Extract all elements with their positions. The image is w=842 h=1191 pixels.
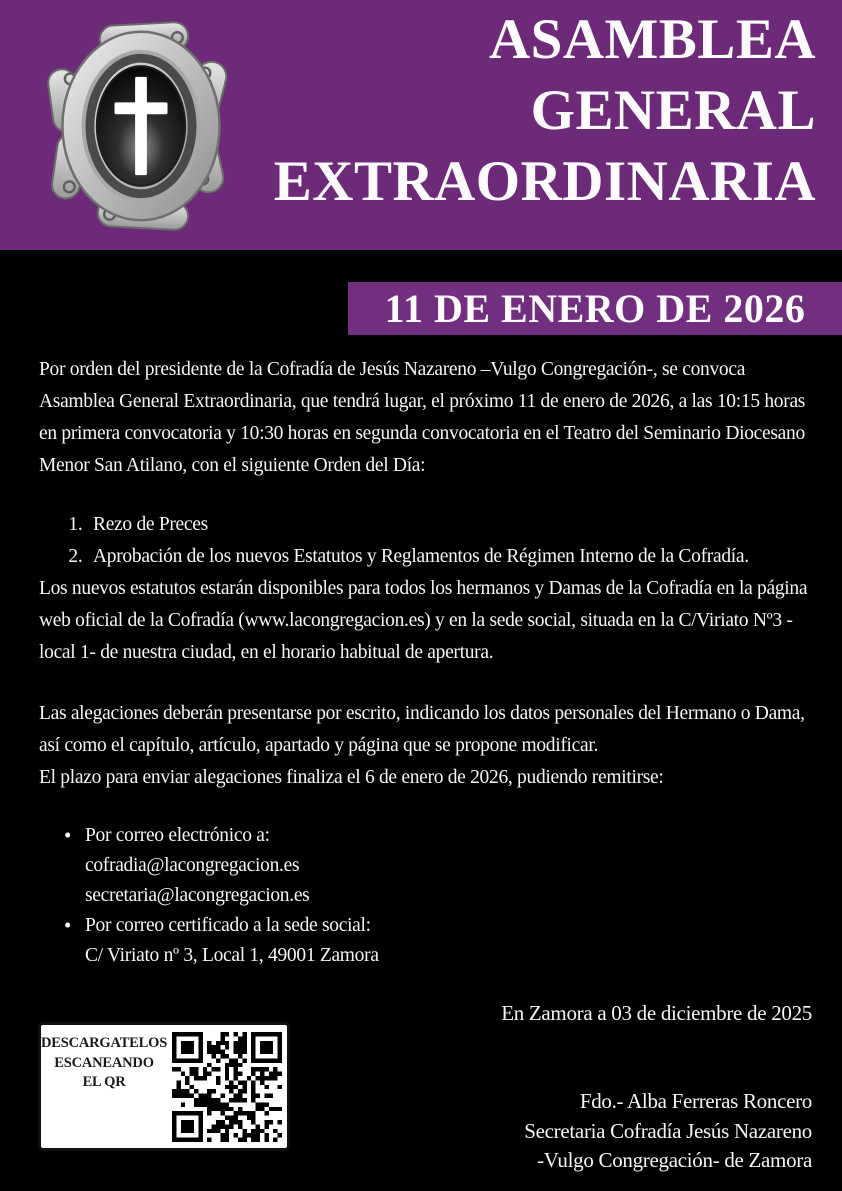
method-postal-address: C/ Viriato nº 3, Local 1, 49001 Zamora: [85, 945, 379, 966]
agenda-list: [39, 509, 817, 573]
qr-caption-line-1: DESCARGATELOS: [41, 1035, 168, 1051]
qr-caption-line-2: ESCANEANDO: [54, 1054, 154, 1071]
submission-methods-list: [39, 821, 817, 971]
qr-code-icon: [172, 1032, 282, 1142]
qr-panel: [38, 1022, 290, 1151]
agenda-item-2: 2. Aprobación de los nuevos Estatutos y Reglamentos de Régimen Interno de la Cofradía.: [87, 541, 817, 573]
method-item-postal: [64, 911, 817, 971]
signature-name: Fdo.- Alba Ferreras Roncero: [579, 1089, 812, 1113]
bullet-icon: •: [64, 913, 72, 937]
qr-caption: [41, 1025, 167, 1148]
header-band: [0, 0, 842, 250]
method-email-address-2: secretaria@lacongregacion.es: [85, 885, 310, 906]
allegations-paragraph: [39, 698, 817, 794]
place-date-line: En Zamora a 03 de diciembre de 2025: [501, 1001, 812, 1025]
date-banner-label: 11 DE ENERO DE 2026: [384, 286, 806, 331]
poster-title-line-1: ASAMBLEA: [488, 8, 816, 71]
allegations-line-1: Las alegaciones deberán presentarse por escrito, indicando los datos personales del Hermano o Dama, así como el capítulo, artículo, apartado y página que se propone modificar.: [39, 703, 805, 756]
availability-paragraph: Los nuevos estatutos estarán disponibles para todos los hermanos y Damas de la Cofradía en la página web oficial de la Cofradía (www.lacongregacion.es) y en la sede social, situada en la C/Viriato Nº3 - local 1- de nuestra ciudad, en el horario habitual de apertura.: [39, 578, 808, 663]
qr-caption-line-3: EL QR: [82, 1074, 126, 1090]
signature-block: [524, 1087, 812, 1176]
method-email-label: Por correo electrónico a:: [85, 825, 270, 846]
poster-title: [274, 4, 816, 217]
poster-title-line-2: GENERAL: [530, 79, 816, 142]
method-postal-label: Por correo certificado a la sede social:: [85, 915, 371, 936]
method-email-address-1: cofradia@lacongregacion.es: [85, 855, 300, 876]
allegations-line-2: El plazo para enviar alegaciones finaliza el 6 de enero de 2026, pudiendo remitirse:: [39, 767, 664, 788]
intro-paragraph: Por orden del presidente de la Cofradía de Jesús Nazareno –Vulgo Congregación-, se convoca Asamblea General Extraordinaria, que tendrá lugar, el próximo 11 de enero de 2026, a las 10:15 horas en primera convocatoria y 10:30 horas en segunda convocatoria en el Teatro del Seminario Diocesano Menor San Atilano, con el siguiente Orden del Día:: [39, 359, 806, 476]
signature-role: Secretaria Cofradía Jesús Nazareno: [524, 1118, 812, 1143]
cross-medallion-icon: [42, 18, 240, 234]
bullet-icon: •: [64, 823, 72, 847]
agenda-item-1: 1. Rezo de Preces: [87, 509, 817, 541]
poster-title-line-3: EXTRAORDINARIA: [273, 150, 816, 213]
signature-org: -Vulgo Congregación- de Zamora: [537, 1148, 812, 1172]
date-banner: [348, 282, 842, 335]
announcement-body: [39, 354, 817, 971]
method-item-email: [64, 821, 817, 911]
